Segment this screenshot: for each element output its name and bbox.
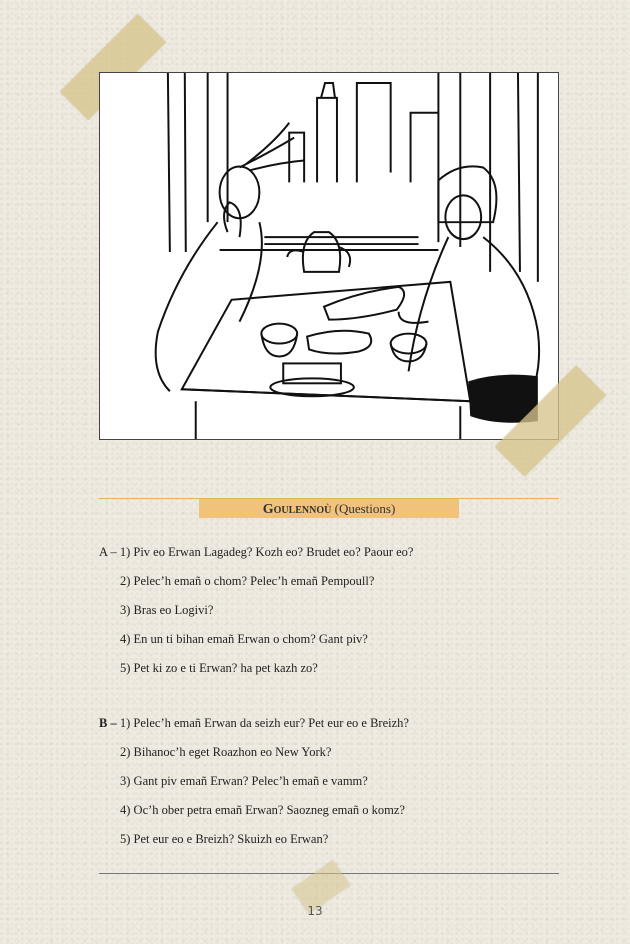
section-a-prefix: A – <box>99 545 117 559</box>
page-number: 13 <box>307 904 323 918</box>
question-b1 <box>99 715 409 731</box>
question-text: 1) Piv eo Erwan Lagadeg? Kozh eo? Brudet eo? Paour eo? <box>119 545 414 559</box>
question-text: 4) En un ti bihan emañ Erwan o chom? Gant piv? <box>120 632 368 646</box>
question-text: 4) Oc’h ober petra emañ Erwan? Saozneg emañ o komz? <box>120 803 405 817</box>
heading-subtitle: (Questions) <box>334 501 396 516</box>
question-b3 <box>120 773 368 789</box>
heading-title: Goulennoù <box>262 502 332 517</box>
question-text: 1) Pelec’h emañ Erwan da seizh eur? Pet eur eo e Breizh? <box>119 716 409 730</box>
section-heading <box>199 499 459 518</box>
section-b-prefix: B – <box>99 716 117 730</box>
question-text: 2) Bihanoc’h eget Roazhon eo New York? <box>120 745 332 759</box>
question-text: 3) Bras eo Logivi? <box>120 603 214 617</box>
question-text: 3) Gant piv emañ Erwan? Pelec’h emañ e vamm? <box>120 774 368 788</box>
question-a4 <box>120 631 368 647</box>
question-text: 2) Pelec’h emañ o chom? Pelec’h emañ Pempoull? <box>120 574 375 588</box>
question-a2 <box>120 573 374 589</box>
question-a5 <box>120 660 318 676</box>
question-a3 <box>120 602 213 618</box>
question-b5 <box>120 831 328 847</box>
breakfast-scene-drawing <box>100 73 558 439</box>
question-text: 5) Pet eur eo e Breizh? Skuizh eo Erwan? <box>120 832 329 846</box>
question-b4 <box>120 802 405 818</box>
question-b2 <box>120 744 331 760</box>
question-a1 <box>99 544 413 560</box>
breakfast-illustration <box>99 72 559 440</box>
question-text: 5) Pet ki zo e ti Erwan? ha pet kazh zo? <box>120 661 318 675</box>
